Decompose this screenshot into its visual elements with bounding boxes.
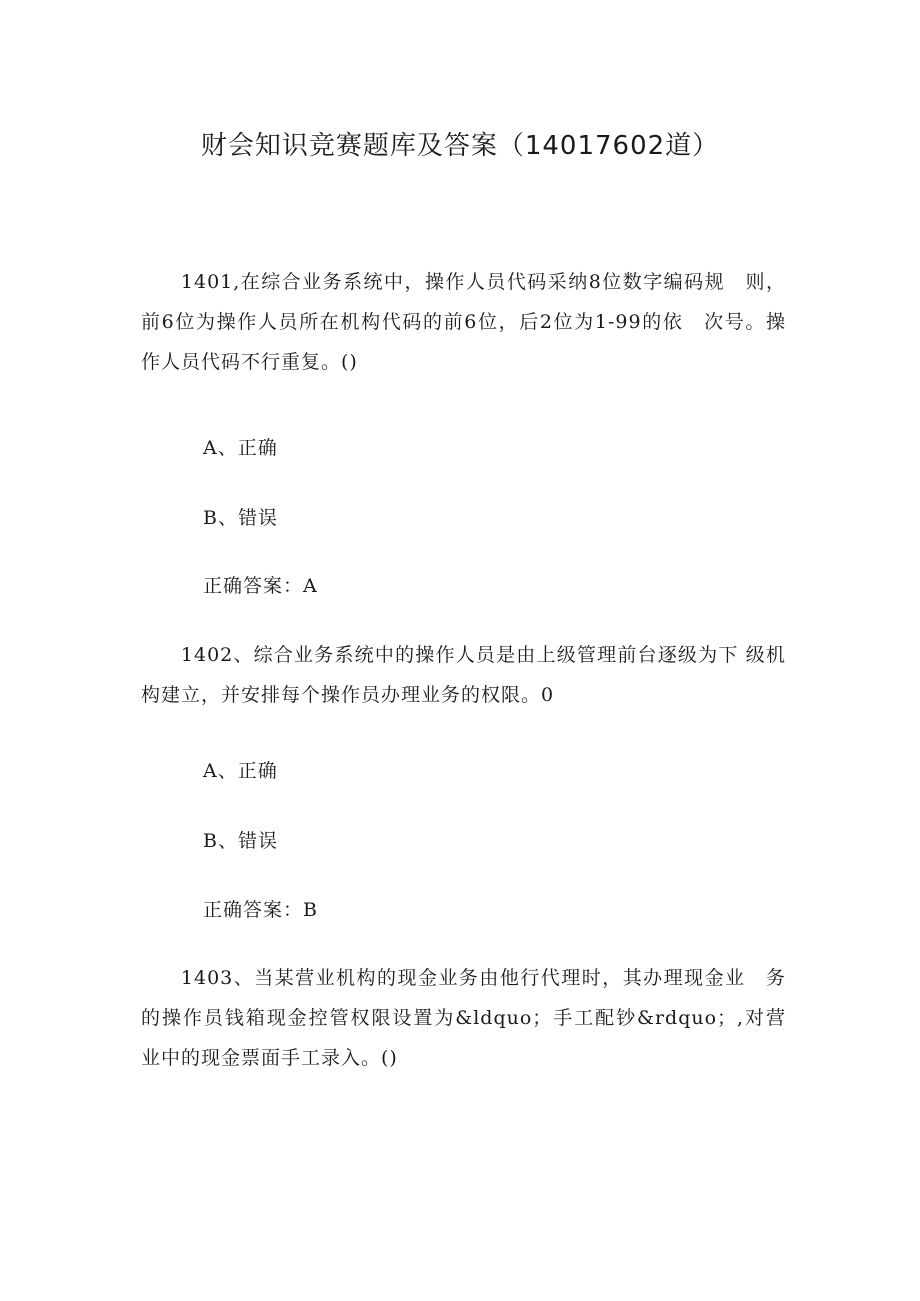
answer-line: 正确答案：A (203, 575, 318, 597)
question-stem: 1401,在综合业务系统中，操作人员代码采纳8位数字编码规 则，前6位为操作人员所在机构代码的前6位，后2位为1-99的依 次号。操作人员代码不行重复。() (141, 271, 786, 373)
option-b: B、错误 (203, 830, 278, 852)
question-stem: 1403、当某营业机构的现金业务由他行代理时，其办理现金业 务的操作员钱箱现金控管权限设置为&ldquo；手工配钞&rdquo；,对营 业中的现金票面手工录入。() (141, 967, 807, 1069)
question-stem: 1402、综合业务系统中的操作人员是由上级管理前台逐级为下 级机构建立，并安排每个操作员办理业务的权限。0 (141, 644, 786, 706)
option-a: A、正确 (203, 760, 278, 782)
option-b: B、错误 (203, 507, 278, 529)
document-title: 财会知识竞赛题库及答案（14017602道） (200, 131, 720, 161)
option-a: A、正确 (203, 437, 278, 459)
answer-line: 正确答案：B (203, 899, 318, 921)
